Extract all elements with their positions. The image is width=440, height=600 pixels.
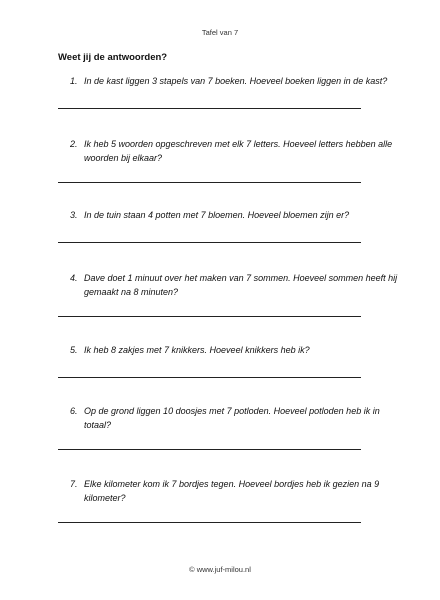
answer-line-4[interactable] <box>58 316 361 317</box>
answer-line-1[interactable] <box>58 108 361 109</box>
answer-line-3[interactable] <box>58 242 361 243</box>
question-text: Dave doet 1 minuut over het maken van 7 sommen. Hoeveel sommen heeft hij gemaakt na 8 minuten? <box>84 273 398 297</box>
question-text: Elke kilometer kom ik 7 bordjes tegen. Hoeveel bordjes heb ik gezien na 9 kilometer? <box>84 479 380 503</box>
question-5 <box>70 343 400 357</box>
question-number: 5. <box>70 345 78 355</box>
question-number: 2. <box>70 139 78 149</box>
question-6 <box>70 404 400 432</box>
question-text: In de kast liggen 3 stapels van 7 boeken. Hoeveel boeken liggen in de kast? <box>84 76 388 86</box>
question-number: 6. <box>70 406 78 416</box>
page-header: Tafel van 7 <box>201 28 239 37</box>
question-2 <box>70 137 400 165</box>
question-4 <box>70 271 400 299</box>
section-title: Weet jij de antwoorden? <box>58 52 168 63</box>
answer-line-2[interactable] <box>58 182 361 183</box>
question-1 <box>70 74 400 88</box>
question-number: 1. <box>70 76 78 86</box>
question-number: 7. <box>70 479 78 489</box>
page-footer: © www.juf-milou.nl <box>189 565 251 574</box>
question-3 <box>70 208 400 222</box>
question-text: Ik heb 5 woorden opgeschreven met elk 7 letters. Hoeveel letters hebben alle woorden bij elkaar? <box>84 139 393 163</box>
question-text: Op de grond liggen 10 doosjes met 7 potloden. Hoeveel potloden heb ik in totaal? <box>84 406 380 430</box>
question-7 <box>70 477 400 505</box>
answer-line-7[interactable] <box>58 522 361 523</box>
question-number: 3. <box>70 210 78 220</box>
question-number: 4. <box>70 273 78 283</box>
question-text: In de tuin staan 4 potten met 7 bloemen. Hoeveel bloemen zijn er? <box>84 210 350 220</box>
answer-line-5[interactable] <box>58 377 361 378</box>
question-text: Ik heb 8 zakjes met 7 knikkers. Hoeveel knikkers heb ik? <box>84 345 310 355</box>
answer-line-6[interactable] <box>58 449 361 450</box>
